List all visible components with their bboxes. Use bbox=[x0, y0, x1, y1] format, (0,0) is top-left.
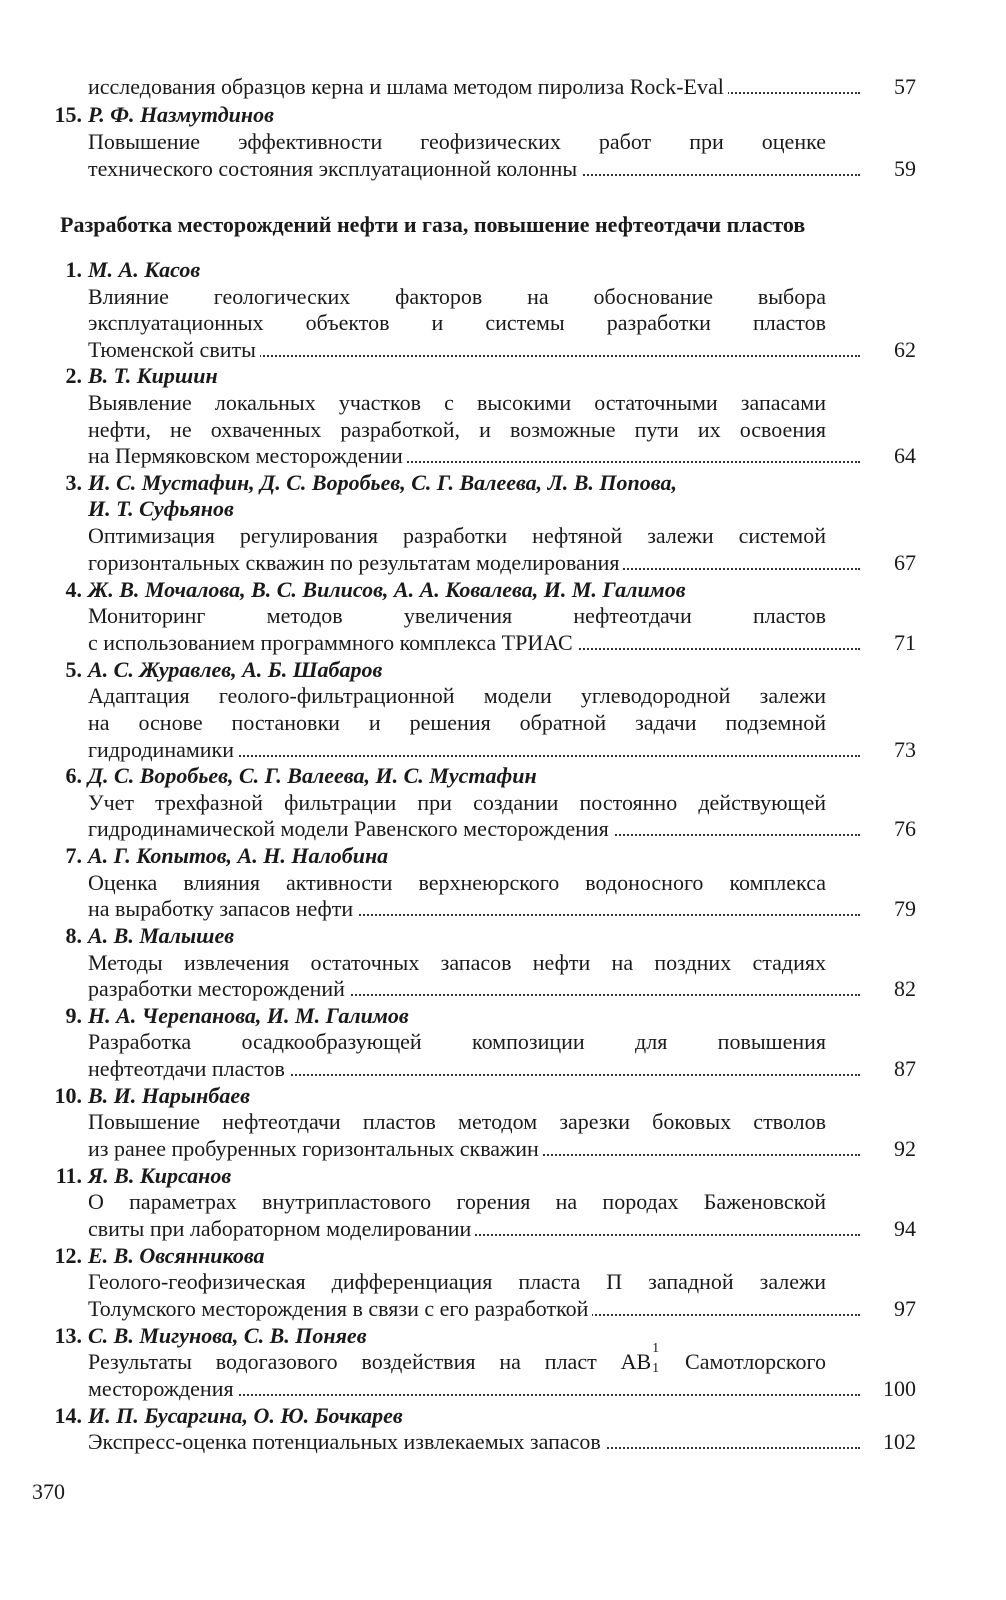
toc-page-number: 73 bbox=[894, 737, 916, 762]
toc-fill bbox=[88, 629, 860, 656]
entry-authors: Н. А. Черепанова, И. М. Галимов bbox=[88, 1003, 409, 1028]
toc-line bbox=[0, 1341, 1006, 1376]
toc-line bbox=[0, 1268, 1006, 1295]
toc-line bbox=[0, 1188, 1006, 1215]
toc-page-number: 97 bbox=[894, 1296, 916, 1321]
toc-line bbox=[0, 789, 1006, 816]
toc-entry-header bbox=[0, 1162, 1006, 1189]
entry-number: 11. bbox=[55, 1163, 82, 1188]
entry-authors: С. В. Мигунова, С. В. Поняев bbox=[88, 1323, 367, 1348]
entry-authors: В. И. Нарынбаев bbox=[88, 1083, 250, 1108]
toc-fill bbox=[88, 736, 860, 763]
entry-authors: Е. В. Овсянникова bbox=[88, 1243, 265, 1268]
toc-line bbox=[0, 549, 1006, 576]
entry-number: 8. bbox=[65, 923, 82, 948]
toc-title-line: нефти, не охваченных разработкой, и возможные пути их освоения bbox=[88, 417, 826, 442]
title-text: Результаты водогазового воздействия на пласт АВ bbox=[88, 1349, 652, 1374]
entry-number: 4. bbox=[65, 577, 82, 602]
entry-number: 14. bbox=[54, 1403, 82, 1428]
toc-line bbox=[0, 736, 1006, 763]
toc-title-line: горизонтальных скважин по результатам моделирования bbox=[88, 550, 623, 575]
toc-entry-header bbox=[0, 469, 1006, 496]
entry-authors: А. В. Малышев bbox=[88, 923, 235, 948]
toc-title-line: Выявление локальных участков с высокими остаточными запасами bbox=[88, 390, 826, 415]
toc-line bbox=[0, 522, 1006, 549]
toc-line bbox=[0, 949, 1006, 976]
entry-number: 9. bbox=[65, 1003, 82, 1028]
toc-page-number: 67 bbox=[894, 550, 916, 575]
toc-line bbox=[0, 416, 1006, 443]
index-group bbox=[651, 1341, 661, 1376]
toc-entry-header bbox=[0, 1082, 1006, 1109]
toc-fill bbox=[88, 1055, 860, 1082]
toc-entry-header bbox=[0, 101, 1006, 128]
toc-line bbox=[0, 709, 1006, 736]
toc-page-number: 102 bbox=[883, 1429, 916, 1454]
toc-fill bbox=[88, 336, 860, 363]
toc-page-number: 79 bbox=[894, 896, 916, 921]
toc-title-line: нефтеотдачи пластов bbox=[88, 1056, 289, 1081]
toc-title-line: Методы извлечения остаточных запасов нефти на поздних стадиях bbox=[88, 950, 826, 975]
entry-authors: Р. Ф. Назмутдинов bbox=[88, 102, 274, 127]
toc-line bbox=[0, 1215, 1006, 1242]
toc-title-line: технического состояния эксплуатационной колонны bbox=[88, 156, 581, 181]
section-heading: Разработка месторождений нефти и газа, повышение нефтеотдачи пластов bbox=[60, 212, 806, 237]
toc-entry-header bbox=[0, 495, 1006, 522]
toc-line bbox=[0, 128, 1006, 155]
toc-title-line: Геолого-геофизическая дифференциация пласта П западной залежи bbox=[88, 1269, 826, 1294]
entry-number: 1. bbox=[65, 257, 82, 282]
toc-entry-header bbox=[0, 362, 1006, 389]
entry-number: 10. bbox=[54, 1083, 82, 1108]
toc-page-number: 59 bbox=[894, 156, 916, 181]
toc-title-line: на выработку запасов нефти bbox=[88, 896, 357, 921]
toc-title-line: эксплуатационных объектов и системы разработки пластов bbox=[88, 310, 826, 335]
toc-title-line: О параметрах внутрипластового горения на породах Баженовской bbox=[88, 1189, 826, 1214]
toc-line bbox=[0, 602, 1006, 629]
page-folio: 370 bbox=[32, 1479, 65, 1504]
toc-fill bbox=[88, 975, 860, 1002]
toc-title-line: Повышение нефтеотдачи пластов методом зарезки боковых стволов bbox=[88, 1109, 826, 1134]
toc-fill bbox=[88, 442, 860, 469]
toc-line bbox=[0, 815, 1006, 842]
toc-entry-header bbox=[0, 1402, 1006, 1429]
toc-page-number: 94 bbox=[894, 1216, 916, 1241]
toc-title-line: Экспресс-оценка потенциальных извлекаемых запасов bbox=[88, 1429, 605, 1454]
entry-number: 7. bbox=[65, 843, 82, 868]
entry-number: 6. bbox=[65, 763, 82, 788]
toc-fill bbox=[88, 73, 860, 100]
toc-entry-header bbox=[0, 576, 1006, 603]
toc-entry-header bbox=[0, 656, 1006, 683]
toc-entry-header bbox=[0, 1322, 1006, 1349]
toc-line bbox=[0, 336, 1006, 363]
entry-authors: И. П. Бусаргина, О. Ю. Бочкарев bbox=[88, 1403, 403, 1428]
toc-title-line: Адаптация геолого-фильтрационной модели углеводородной залежи bbox=[88, 683, 826, 708]
toc-title-line: Оптимизация регулирования разработки нефтяной залежи системой bbox=[88, 523, 826, 548]
entry-authors: А. Г. Копытов, А. Н. Налобина bbox=[88, 843, 389, 868]
toc-title-line: на основе постановки и решения обратной задачи подземной bbox=[88, 710, 826, 735]
toc-page-number: 92 bbox=[894, 1136, 916, 1161]
toc-line bbox=[0, 629, 1006, 656]
toc-title-line: разработки месторождений bbox=[88, 976, 349, 1001]
toc-page-number: 57 bbox=[894, 74, 916, 99]
toc-title-line: гидродинамической модели Равенского месторождения bbox=[88, 816, 613, 841]
entry-number: 12. bbox=[54, 1243, 82, 1268]
subscript: 1 bbox=[652, 1361, 660, 1376]
toc-entry-header bbox=[0, 1002, 1006, 1029]
toc-title-line: Разработка осадкообразующей композиции для повышения bbox=[88, 1029, 826, 1054]
toc-title-line: на Пермяковском месторождении bbox=[88, 443, 407, 468]
entry-number: 15. bbox=[54, 102, 82, 127]
toc-page-number: 82 bbox=[894, 976, 916, 1001]
toc-fill bbox=[88, 1428, 860, 1455]
toc-entry-header bbox=[0, 256, 1006, 283]
toc-line bbox=[0, 155, 1006, 182]
toc-line bbox=[0, 442, 1006, 469]
entry-number: 3. bbox=[65, 470, 82, 495]
entry-authors: Ж. В. Мочалова, В. С. Вилисов, А. А. Ковалева, И. М. Галимов bbox=[88, 577, 686, 602]
toc-line bbox=[0, 1108, 1006, 1135]
superscript: 1 bbox=[652, 1341, 660, 1356]
toc-title-line: Учет трехфазной фильтрации при создании постоянно действующей bbox=[88, 790, 826, 815]
toc-fill bbox=[88, 549, 860, 576]
toc-title-line: из ранее пробуренных горизонтальных скважин bbox=[88, 1136, 543, 1161]
toc-line bbox=[0, 389, 1006, 416]
entry-authors: М. А. Касов bbox=[88, 257, 201, 282]
toc-title-line bbox=[88, 1341, 826, 1376]
toc-entry-header bbox=[0, 1242, 1006, 1269]
toc-page-number: 100 bbox=[883, 1376, 916, 1401]
toc-entry-header bbox=[0, 922, 1006, 949]
entry-authors: И. С. Мустафин, Д. С. Воробьев, С. Г. Валеева, Л. В. Попова, bbox=[88, 470, 677, 495]
toc-line bbox=[0, 1055, 1006, 1082]
toc-fill bbox=[88, 1135, 860, 1162]
toc-title-line: гидродинамики bbox=[88, 737, 238, 762]
title-text: Самотлорского bbox=[661, 1349, 826, 1374]
entry-authors: Я. В. Кирсанов bbox=[88, 1163, 232, 1188]
toc-title-line: Тюменской свиты bbox=[88, 337, 260, 362]
toc-page-number: 71 bbox=[894, 630, 916, 655]
toc-title-line: Повышение эффективности геофизических работ при оценке bbox=[88, 129, 826, 154]
toc-line bbox=[0, 895, 1006, 922]
toc-page-number: 76 bbox=[894, 816, 916, 841]
toc-line bbox=[0, 1135, 1006, 1162]
toc-title-line: Влияние геологических факторов на обоснование выбора bbox=[88, 284, 826, 309]
toc-fill bbox=[88, 1295, 860, 1322]
toc-page-number: 87 bbox=[894, 1056, 916, 1081]
toc-line bbox=[0, 1428, 1006, 1455]
entry-authors: И. Т. Суфьянов bbox=[88, 496, 234, 521]
toc-line bbox=[0, 975, 1006, 1002]
toc-entry-header bbox=[0, 762, 1006, 789]
toc-title-line: исследования образцов керна и шлама методом пиролиза Rock-Eval bbox=[88, 74, 728, 99]
toc-line bbox=[0, 1295, 1006, 1322]
entry-number: 13. bbox=[54, 1323, 82, 1348]
toc-fill bbox=[88, 155, 860, 182]
toc-page-number: 62 bbox=[894, 337, 916, 362]
toc-line bbox=[0, 283, 1006, 310]
toc-entry-header bbox=[0, 842, 1006, 869]
toc-title-line: Толумского месторождения в связи с его разработкой bbox=[88, 1296, 592, 1321]
toc-title-line: с использованием программного комплекса ТРИАС bbox=[88, 630, 577, 655]
toc-fill bbox=[88, 1215, 860, 1242]
toc-title-line: Оценка влияния активности верхнеюрского водоносного комплекса bbox=[88, 870, 826, 895]
toc-title-line: месторождения bbox=[88, 1376, 238, 1401]
toc-fill bbox=[88, 895, 860, 922]
entry-number: 5. bbox=[65, 657, 82, 682]
toc-line bbox=[0, 682, 1006, 709]
toc-line bbox=[0, 73, 1006, 100]
entry-authors: В. Т. Киршин bbox=[88, 363, 218, 388]
entry-authors: А. С. Журавлев, А. Б. Шабаров bbox=[88, 657, 383, 682]
toc-fill bbox=[88, 815, 860, 842]
toc-page-number: 64 bbox=[894, 443, 916, 468]
toc-line bbox=[0, 1375, 1006, 1402]
entry-number: 2. bbox=[65, 363, 82, 388]
toc-line bbox=[0, 869, 1006, 896]
toc-title-line: свиты при лабораторном моделировании bbox=[88, 1216, 475, 1241]
toc-title-line: Мониторинг методов увеличения нефтеотдачи пластов bbox=[88, 603, 826, 628]
toc-fill bbox=[88, 1375, 860, 1402]
toc-line bbox=[0, 309, 1006, 336]
entry-authors: Д. С. Воробьев, С. Г. Валеева, И. С. Мустафин bbox=[88, 763, 537, 788]
toc-line bbox=[0, 1028, 1006, 1055]
